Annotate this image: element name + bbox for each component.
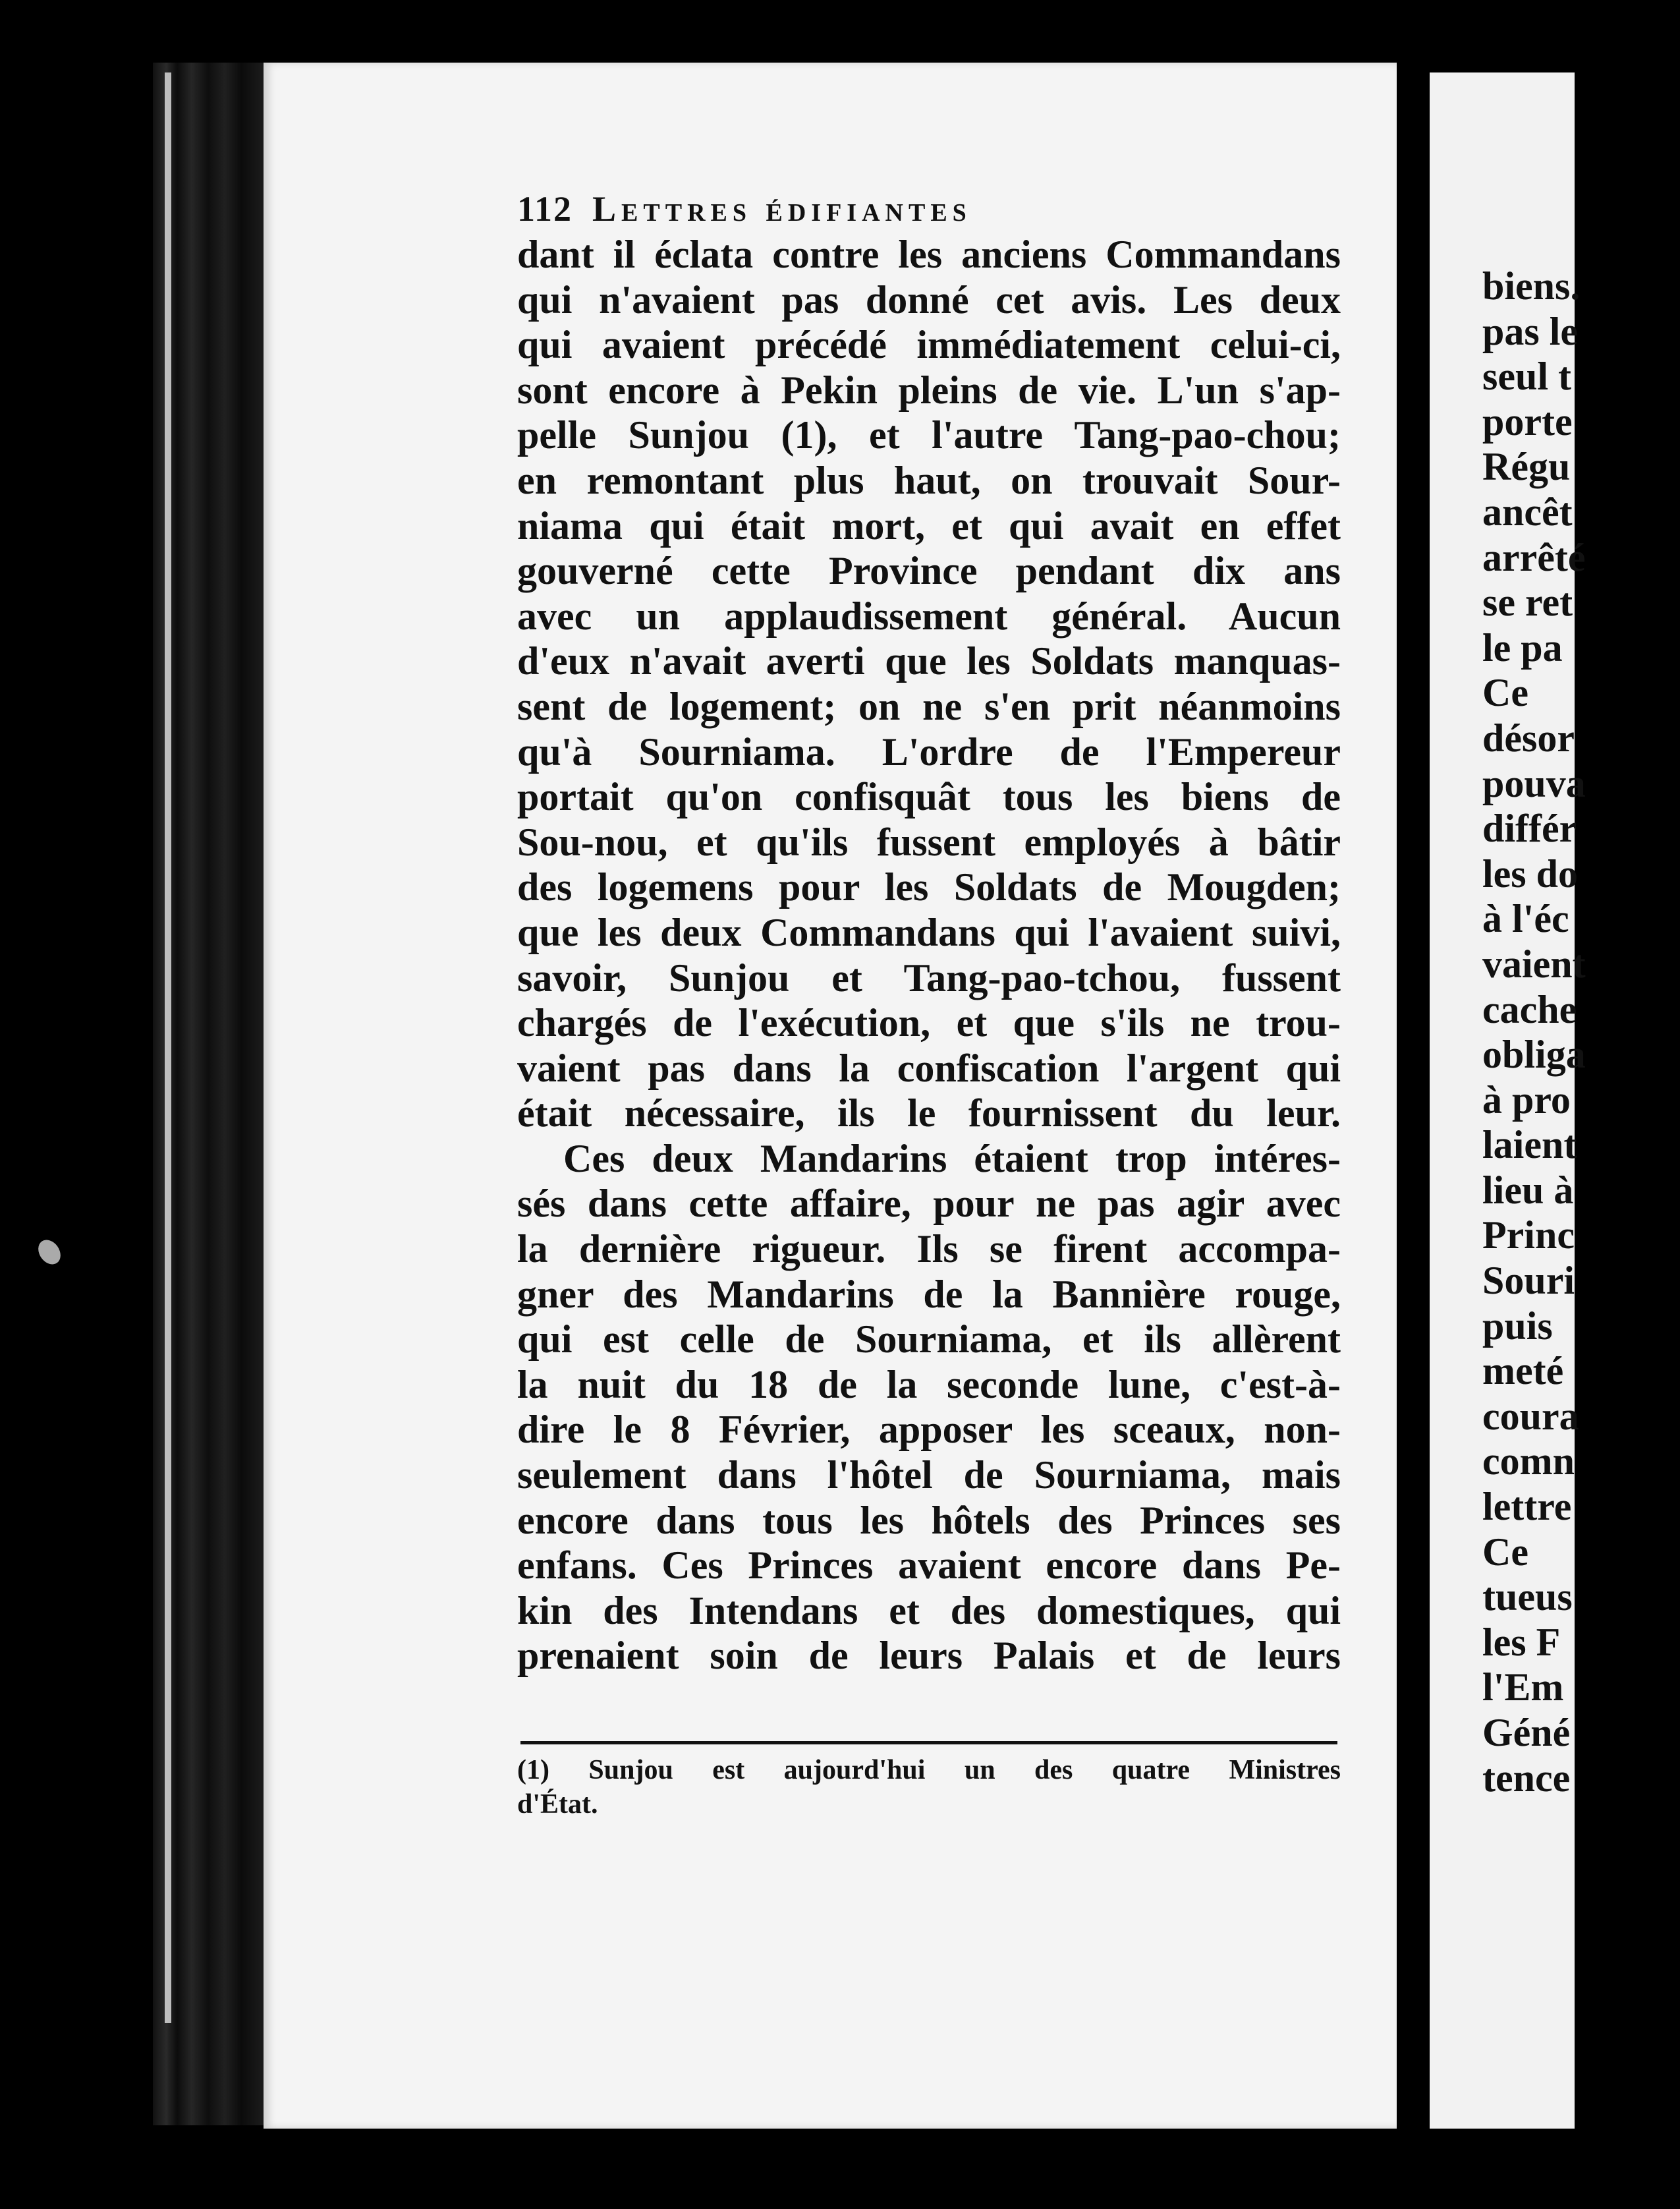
page-number: 112: [517, 189, 573, 229]
right-page-line: obliga: [1482, 1033, 1586, 1077]
right-page-line: à pro: [1482, 1077, 1571, 1122]
text-line: encore dans tous les hôtels des Princes ses: [517, 1498, 1341, 1542]
right-page-line: tence: [1482, 1756, 1571, 1800]
text-line: pelle Sunjou (1), et l'autre Tang-pao-chou;: [517, 413, 1341, 457]
text-line: d'eux n'avait averti que les Soldats manquas-: [517, 639, 1341, 683]
right-page-line: lettre: [1482, 1485, 1572, 1529]
right-page-text: [1482, 264, 1680, 1800]
right-page-line: seul t: [1482, 355, 1571, 399]
text-line: la dernière rigueur. Ils se firent accompa-: [517, 1227, 1341, 1271]
right-page-line: pas le: [1482, 309, 1579, 353]
text-line: vaient pas dans la confiscation l'argent qui: [517, 1046, 1341, 1090]
text-line: Sou-nou, et qu'ils fussent employés à bâtir: [517, 820, 1341, 864]
right-page-line: les do: [1482, 851, 1579, 896]
right-page-line: tueus: [1482, 1575, 1573, 1619]
right-page-line: l'Em: [1482, 1665, 1564, 1709]
scan-speck: [34, 1236, 65, 1269]
text-line: sont encore à Pekin pleins de vie. L'un s'ap-: [517, 368, 1341, 412]
right-page-line: Régu: [1482, 445, 1571, 489]
body-paragraphs: [517, 232, 1341, 1678]
right-page-line: Géné: [1482, 1711, 1571, 1754]
right-page-line: à l'éc: [1482, 897, 1569, 941]
footnote: [517, 1753, 1341, 1822]
right-page-line: biens.: [1482, 264, 1581, 308]
running-title: Lettres édifiantes: [592, 189, 972, 229]
right-page-line: porte: [1482, 399, 1573, 444]
text-line: sés dans cette affaire, pour ne pas agir avec: [517, 1182, 1341, 1226]
right-page-line: lieu à: [1482, 1168, 1574, 1212]
text-line: kin des Intendans et des domestiques, qui: [517, 1588, 1341, 1632]
right-page-line: Ce: [1482, 1530, 1528, 1574]
text-line: qui est celle de Sourniama, et ils allèrent: [517, 1317, 1341, 1362]
right-page-line: le pa: [1482, 625, 1563, 670]
text-line: prenaient soin de leurs Palais et de leurs: [517, 1634, 1341, 1678]
text-line: gner des Mandarins de la Bannière rouge,: [517, 1272, 1341, 1316]
text-line: que les deux Commandans qui l'avaient suivi,: [517, 910, 1341, 954]
right-page-line: Princ: [1482, 1213, 1575, 1257]
right-page-line: désor: [1482, 716, 1575, 760]
right-page-line: Ce: [1482, 671, 1528, 715]
right-page-line: les F: [1482, 1620, 1561, 1664]
right-page-line: pouva: [1482, 761, 1586, 805]
right-page-line: puis: [1482, 1304, 1553, 1348]
text-line: sent de logement; on ne s'en prit néanmoins: [517, 684, 1341, 728]
text-line: qui n'avaient pas donné cet avis. Les deux: [517, 277, 1341, 322]
text-line: en remontant plus haut, on trouvait Sour-: [517, 458, 1341, 502]
right-page-line: cache: [1482, 987, 1577, 1031]
text-line: qui avaient précédé immédiatement celui-ci,: [517, 323, 1341, 367]
right-page-line: Souri: [1482, 1259, 1575, 1303]
text-line: la nuit du 18 de la seconde lune, c'est-à-: [517, 1362, 1341, 1406]
text-line: avec un applaudissement général. Aucun: [517, 594, 1341, 638]
page-text: [517, 186, 1341, 1678]
footnote-rule: [520, 1741, 1337, 1744]
right-page-line: arrêté: [1482, 535, 1586, 579]
text-line: enfans. Ces Princes avaient encore dans Pe-: [517, 1543, 1341, 1588]
footnote-line: (1) Sunjou est aujourd'hui un des quatre Ministres: [517, 1755, 1341, 1785]
text-line: gouverné cette Province pendant dix ans: [517, 549, 1341, 593]
text-line: dant il éclata contre les anciens Commandans: [517, 233, 1341, 276]
text-line: niama qui était mort, et qui avait en effet: [517, 503, 1341, 548]
right-page: [1430, 72, 1586, 2129]
right-page-line: vaient: [1482, 942, 1586, 986]
right-page-line: ancêt: [1482, 490, 1573, 534]
text-line: chargés de l'exécution, et que s'ils ne trou-: [517, 1001, 1341, 1045]
footnote-line: d'État.: [517, 1789, 598, 1820]
text-line: qu'à Sourniama. L'ordre de l'Empereur: [517, 730, 1341, 774]
right-page-line: comn: [1482, 1439, 1575, 1483]
text-line: portait qu'on confisquât tous les biens de: [517, 775, 1341, 819]
running-header: [517, 186, 1341, 232]
text-line: seulement dans l'hôtel de Sourniama, mais: [517, 1453, 1341, 1497]
right-page-line: laient: [1482, 1123, 1577, 1167]
text-line: des logemens pour les Soldats de Mougden;: [517, 865, 1341, 909]
text-line: Ces deux Mandarins étaient trop intéres-: [563, 1136, 1341, 1180]
right-page-line: coura: [1482, 1394, 1579, 1438]
right-page-line: différ: [1482, 807, 1577, 851]
right-page-line: meté: [1482, 1349, 1564, 1393]
right-page-line: se ret: [1482, 581, 1573, 625]
text-line: était nécessaire, ils le fournissent du leur.: [517, 1091, 1341, 1135]
page-edge-highlight: [165, 72, 171, 2023]
text-line: dire le 8 Février, apposer les sceaux, non-: [517, 1408, 1341, 1452]
text-line: savoir, Sunjou et Tang-pao-tchou, fussent: [517, 956, 1341, 1000]
